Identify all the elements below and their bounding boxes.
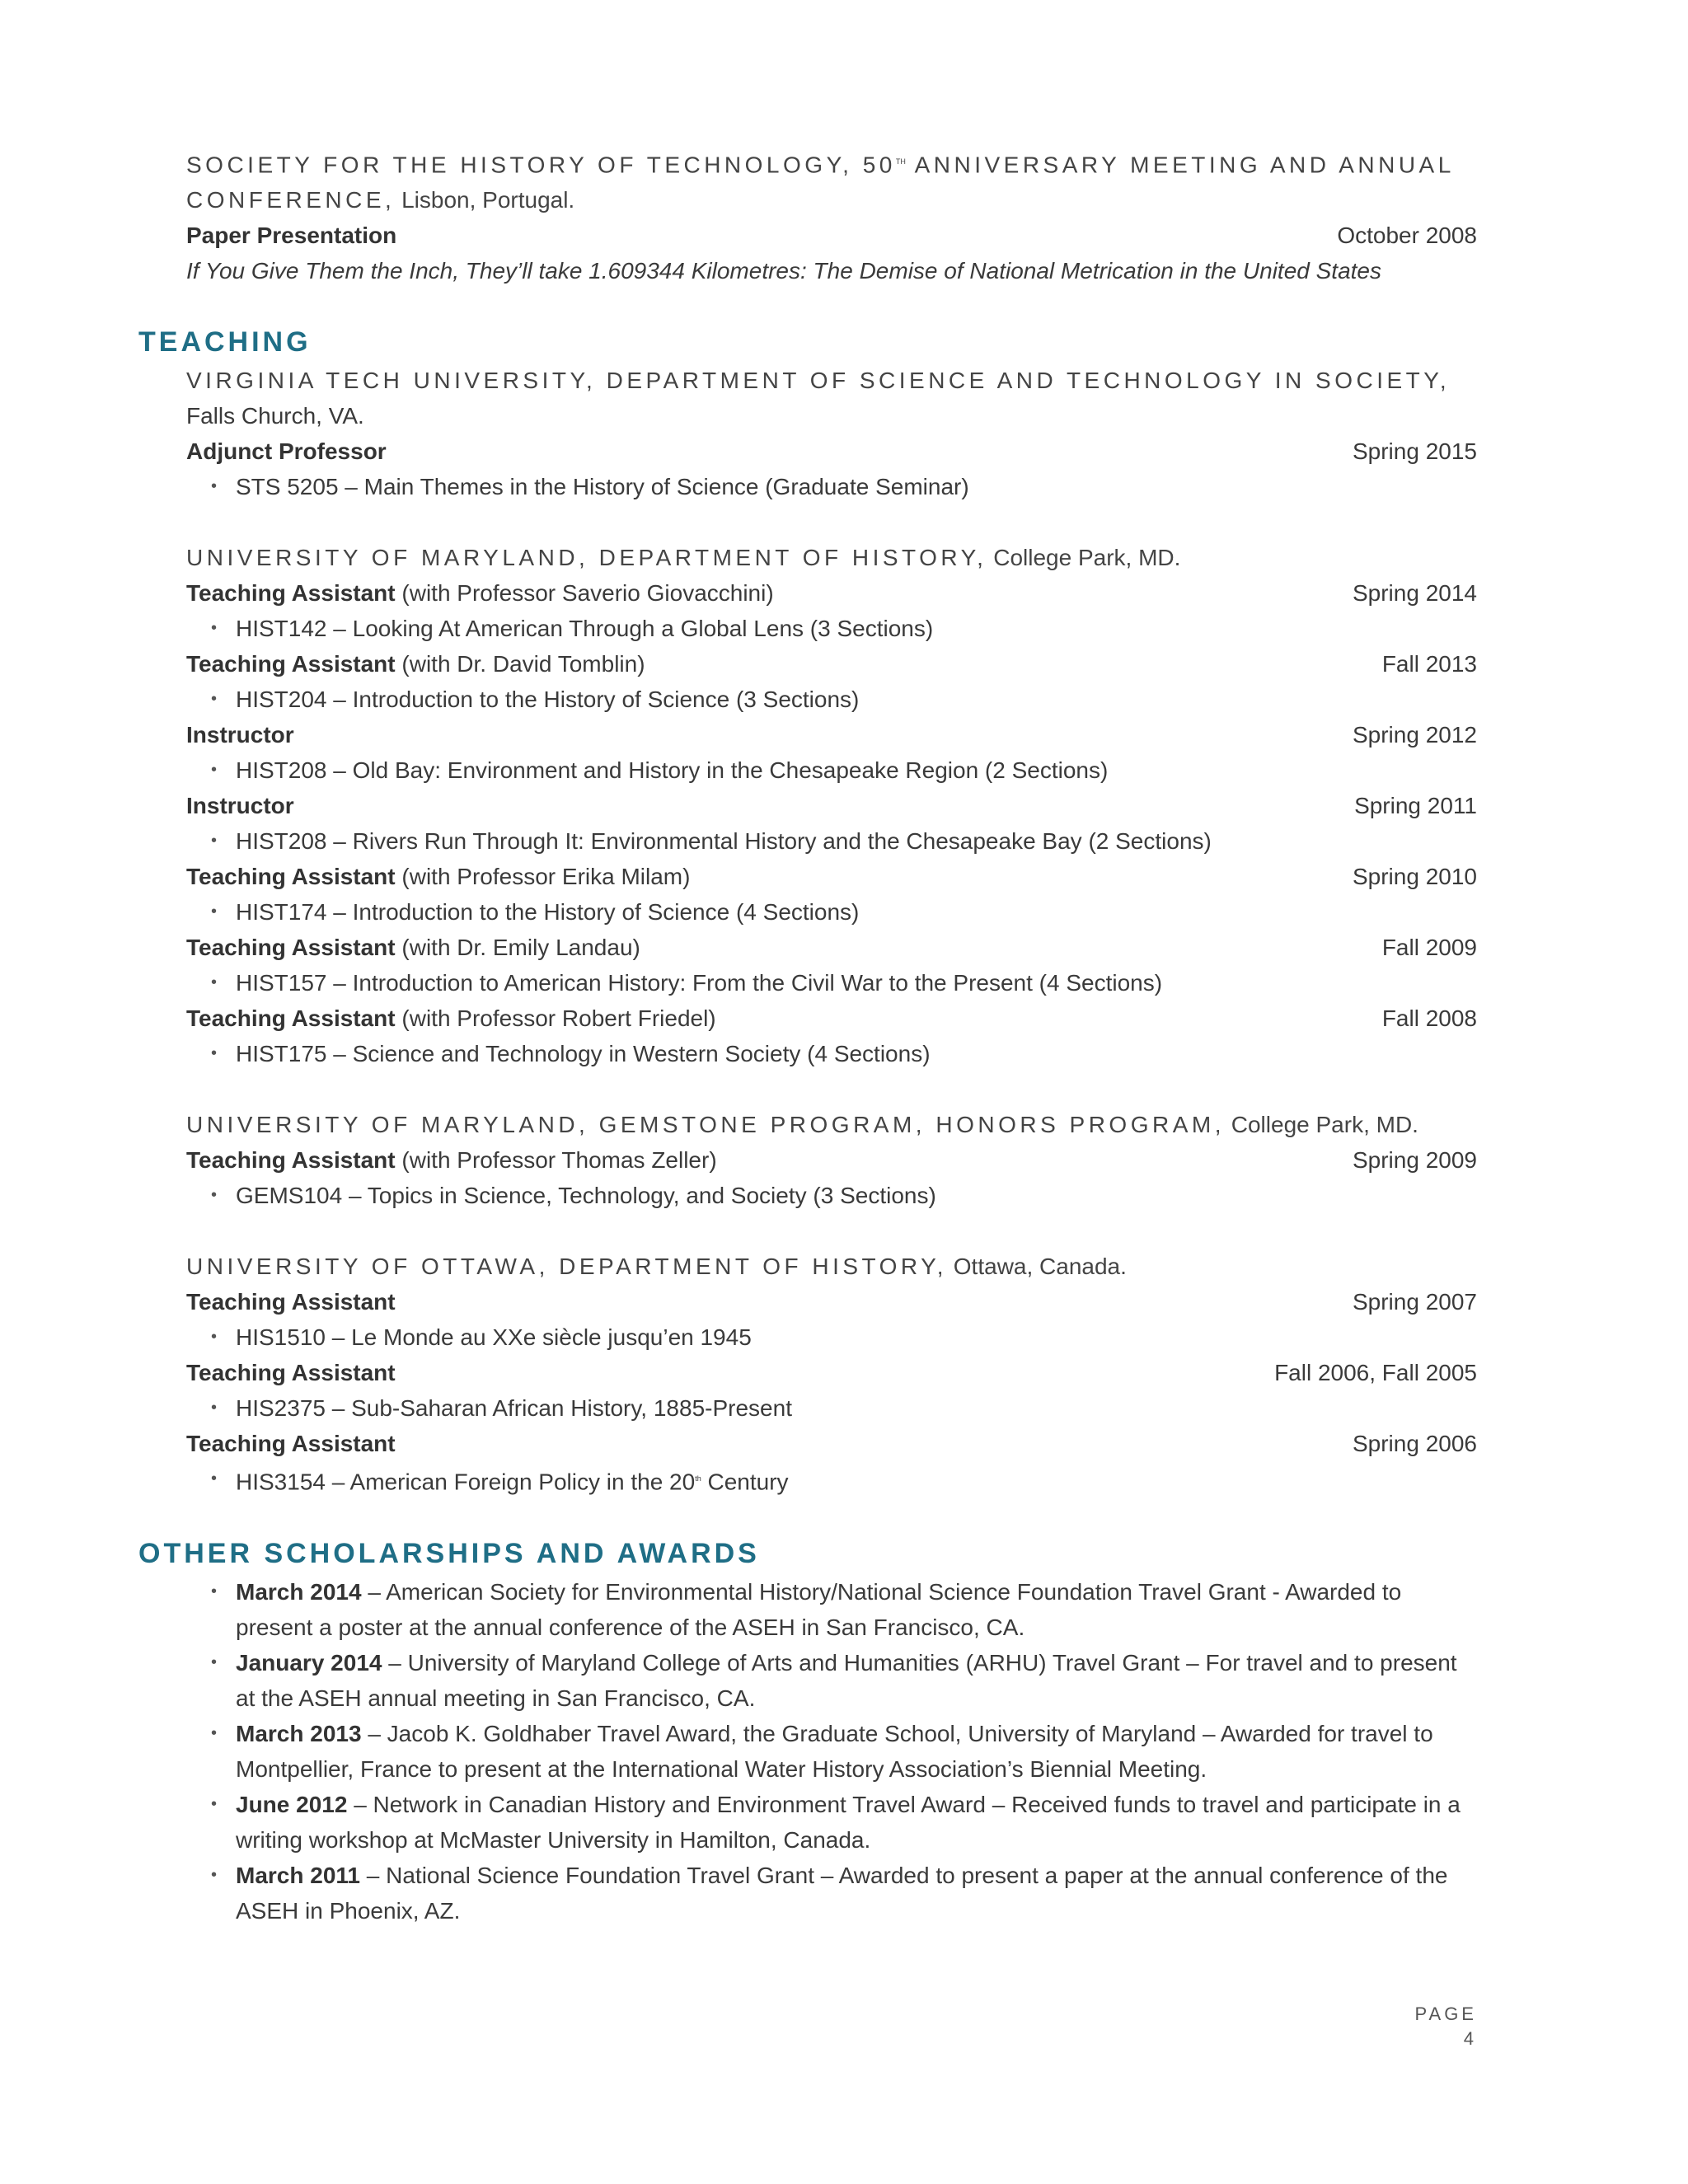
conference-role-row bbox=[186, 218, 1477, 253]
institution-name: UNIVERSITY OF MARYLAND, GEMSTONE PROGRAM, HONORS PROGRAM, bbox=[186, 1112, 1225, 1138]
award-text: – Jacob K. Goldhaber Travel Award, the Graduate School, University of Maryland – Awarded for travel to Montpellier, France to present at the International Water History Association’s Biennial Meeting. bbox=[236, 1720, 1433, 1782]
conference-name-text: SOCIETY FOR THE HISTORY OF TECHNOLOGY, 50 bbox=[186, 152, 896, 178]
page-number: PAGE 4 bbox=[1414, 2004, 1477, 2049]
position-row bbox=[186, 1284, 1477, 1319]
position-role: Teaching Assistant bbox=[186, 935, 396, 961]
position-date: Spring 2011 bbox=[1354, 793, 1477, 819]
position-row bbox=[186, 717, 1477, 752]
position-role: Teaching Assistant bbox=[186, 651, 396, 677]
award-item bbox=[186, 1787, 1477, 1858]
position-row bbox=[186, 859, 1477, 894]
position-date: Fall 2008 bbox=[1381, 1005, 1477, 1032]
course-item: • HIST208 – Old Bay: Environment and History in the Chesapeake Region (2 Sections) bbox=[186, 752, 1477, 788]
course-item: • GEMS104 – Topics in Science, Technology, and Society (3 Sections) bbox=[186, 1178, 1477, 1213]
position-row bbox=[186, 930, 1477, 965]
position-date: Fall 2013 bbox=[1381, 651, 1477, 677]
award-item bbox=[186, 1645, 1477, 1716]
course-item: • STS 5205 – Main Themes in the History of Science (Graduate Seminar) bbox=[186, 469, 1477, 504]
award-item bbox=[186, 1716, 1477, 1787]
award-date: June 2012 bbox=[236, 1791, 348, 1817]
position-date: Spring 2006 bbox=[1352, 1431, 1477, 1457]
institution-vt: VIRGINIA TECH UNIVERSITY, DEPARTMENT OF SCIENCE AND TECHNOLOGY IN SOCIETY, bbox=[186, 368, 1451, 394]
position-role: Adjunct Professor bbox=[186, 438, 387, 465]
conference-name-sup: TH bbox=[895, 157, 906, 166]
award-date: March 2014 bbox=[236, 1578, 362, 1605]
position-date: Spring 2009 bbox=[1352, 1147, 1477, 1174]
award-text: – National Science Foundation Travel Grant – Awarded to present a paper at the annual conference of the ASEH in Phoenix, AZ. bbox=[236, 1862, 1448, 1924]
institution-name: UNIVERSITY OF OTTAWA, DEPARTMENT OF HISTORY, bbox=[186, 1254, 947, 1280]
position-detail: (with Professor Thomas Zeller) bbox=[395, 1147, 717, 1174]
institution-name: UNIVERSITY OF MARYLAND, DEPARTMENT OF HISTORY, bbox=[186, 545, 987, 571]
position-role: Teaching Assistant bbox=[186, 1431, 396, 1457]
award-text: – American Society for Environmental History/National Science Foundation Travel Grant - Awarded to present a poster at the annual conference of the ASEH in San Francisco, CA. bbox=[236, 1578, 1402, 1640]
position-date: Spring 2012 bbox=[1352, 722, 1477, 748]
course-item: • HIST157 – Introduction to American History: From the Civil War to the Present (4 Sections) bbox=[186, 965, 1477, 1001]
award-text: – University of Maryland College of Arts and Humanities (ARHU) Travel Grant – For travel and to present at the ASEH annual meeting in San Francisco, CA. bbox=[236, 1649, 1457, 1711]
cv-content bbox=[138, 144, 1477, 1929]
course-item bbox=[186, 1461, 1477, 1499]
position-row bbox=[186, 575, 1477, 611]
position-role: Teaching Assistant bbox=[186, 1147, 396, 1174]
position-date: Fall 2009 bbox=[1381, 935, 1477, 961]
course-item: • HIST174 – Introduction to the History of Science (4 Sections) bbox=[186, 894, 1477, 930]
position-role: Teaching Assistant bbox=[186, 1360, 396, 1386]
position-row bbox=[186, 434, 1477, 469]
course-item: • HIST142 – Looking At American Through a Global Lens (3 Sections) bbox=[186, 611, 1477, 646]
position-role: Teaching Assistant bbox=[186, 580, 396, 607]
course-item: • HIS2375 – Sub-Saharan African History, 1885-Present bbox=[186, 1390, 1477, 1426]
award-item bbox=[186, 1574, 1477, 1645]
institution-ottawa bbox=[186, 1249, 1477, 1284]
section-heading-teaching: TEACHING bbox=[138, 326, 312, 359]
position-row bbox=[186, 1142, 1477, 1178]
conference-name bbox=[186, 144, 1477, 218]
award-item bbox=[186, 1858, 1477, 1929]
award-date: January 2014 bbox=[236, 1649, 382, 1675]
position-date: Spring 2010 bbox=[1352, 864, 1477, 890]
institution-umd-history bbox=[186, 540, 1477, 575]
position-date: Spring 2014 bbox=[1352, 580, 1477, 607]
position-detail: (with Professor Erika Milam) bbox=[395, 864, 691, 890]
conference-name-text-2: ANNIVERSARY MEETING AND ANNUAL CONFERENCE, bbox=[186, 152, 1454, 213]
position-date: Spring 2007 bbox=[1352, 1289, 1477, 1315]
award-text: – Network in Canadian History and Environment Travel Award – Received funds to travel and participate in a writing workshop at McMaster University in Hamilton, Canada. bbox=[236, 1791, 1461, 1853]
course-text-2: Century bbox=[701, 1469, 789, 1495]
institution-vt-location: Falls Church, VA. bbox=[186, 403, 364, 429]
position-detail: (with Professor Saverio Giovacchini) bbox=[395, 580, 774, 607]
award-date: March 2013 bbox=[236, 1720, 362, 1746]
institution-location: College Park, MD. bbox=[1224, 1112, 1418, 1138]
course-item: • HIST208 – Rivers Run Through It: Environmental History and the Chesapeake Bay (2 Sections) bbox=[186, 823, 1477, 859]
course-item: • HIST204 – Introduction to the History of Science (3 Sections) bbox=[186, 682, 1477, 717]
course-sup: th bbox=[695, 1474, 701, 1483]
position-role: Teaching Assistant bbox=[186, 864, 396, 890]
position-role: Teaching Assistant bbox=[186, 1289, 396, 1315]
position-row bbox=[186, 1426, 1477, 1461]
position-row bbox=[186, 1355, 1477, 1390]
course-item: • HIS1510 – Le Monde au XXe siècle jusqu’en 1945 bbox=[186, 1319, 1477, 1355]
conference-location: Lisbon, Portugal. bbox=[395, 187, 575, 213]
position-row bbox=[186, 646, 1477, 682]
position-role: Instructor bbox=[186, 793, 294, 819]
position-detail: (with Dr. Emily Landau) bbox=[395, 935, 640, 961]
position-detail: (with Dr. David Tomblin) bbox=[395, 651, 645, 677]
position-date: Fall 2006, Fall 2005 bbox=[1274, 1360, 1477, 1386]
position-role: Instructor bbox=[186, 722, 294, 748]
institution-location: College Park, MD. bbox=[987, 545, 1181, 571]
course-text: HIS3154 – American Foreign Policy in the 20 bbox=[236, 1469, 696, 1495]
position-row bbox=[186, 1001, 1477, 1036]
position-role: Teaching Assistant bbox=[186, 1005, 396, 1032]
paper-title: If You Give Them the Inch, They’ll take 1.609344 Kilometres: The Demise of National Metrication in the United States bbox=[186, 258, 1381, 284]
position-date: Spring 2015 bbox=[1352, 438, 1477, 465]
award-date: March 2011 bbox=[236, 1862, 360, 1888]
position-detail: (with Professor Robert Friedel) bbox=[395, 1005, 716, 1032]
course-item: • HIST175 – Science and Technology in Western Society (4 Sections) bbox=[186, 1036, 1477, 1071]
conference-date: October 2008 bbox=[1337, 223, 1477, 249]
section-heading-awards: OTHER SCHOLARSHIPS AND AWARDS bbox=[138, 1537, 760, 1569]
institution-umd-gemstone bbox=[186, 1107, 1477, 1142]
conference-role: Paper Presentation bbox=[186, 223, 397, 249]
institution-location: Ottawa, Canada. bbox=[947, 1254, 1127, 1280]
position-row bbox=[186, 788, 1477, 823]
